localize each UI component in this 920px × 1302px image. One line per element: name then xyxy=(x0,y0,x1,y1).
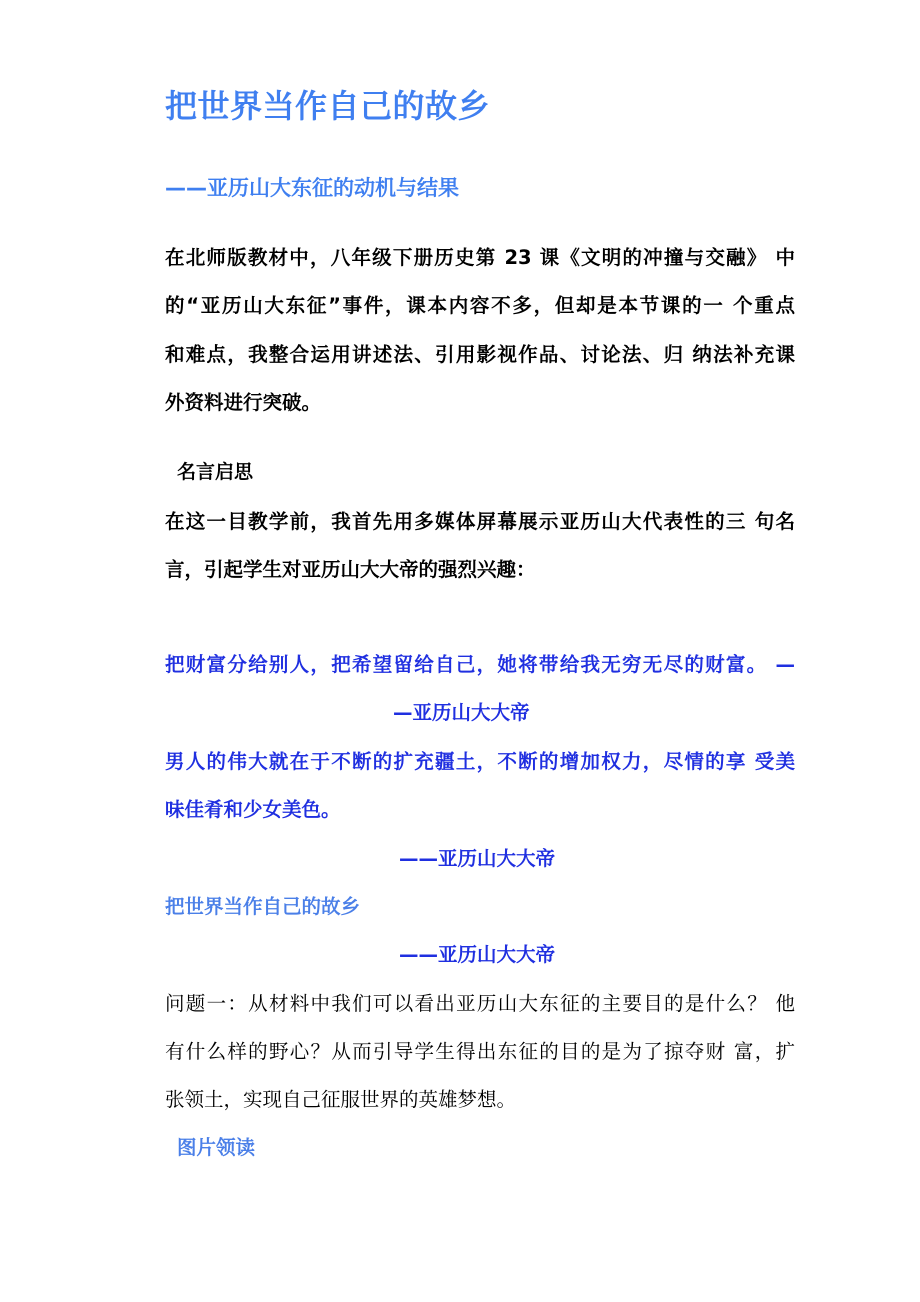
question-line-1: 问题一：从材料中我们可以看出亚历山大东征的主要目的是什么？ 他 xyxy=(165,992,795,1015)
quote1-attribution: —亚历山大大帝 xyxy=(393,701,530,724)
quote1-text: 把财富分给别人，把希望留给自己，她将带给我无穷无尽的财富。 — xyxy=(165,653,795,676)
intro-line-3: 和难点，我整合运用讲述法、引用影视作品、讨论法、归 纳法补充课 xyxy=(165,343,795,366)
question-line-2: 有什么样的野心？从而引导学生得出东征的目的是为了掠夺财 富，扩 xyxy=(165,1040,795,1063)
quote2-text-line-2: 味佳肴和少女美色。 xyxy=(165,798,341,821)
quote2-text-line-1: 男人的伟大就在于不断的扩充疆土，不断的增加权力，尽情的享 受美 xyxy=(165,750,795,773)
document-subtitle: ——亚历山大东征的动机与结果 xyxy=(165,176,459,200)
section-heading-pictures: 图片领读 xyxy=(177,1136,256,1159)
quote3-text: 把世界当作自己的故乡 xyxy=(165,895,361,918)
intro-line-2: 的“亚历山大东征”事件，课本内容不多，但却是本节课的一 个重点 xyxy=(165,294,795,317)
section1-line-1: 在这一目教学前，我首先用多媒体屏幕展示亚历山大代表性的三 句名 xyxy=(165,510,795,533)
intro-line-1: 在北师版教材中，八年级下册历史第 23 课《文明的冲撞与交融》 中 xyxy=(165,246,795,269)
document-title: 把世界当作自己的故乡 xyxy=(165,87,491,125)
intro-line-4: 外资料进行突破。 xyxy=(165,391,322,414)
section1-line-2: 言，引起学生对亚历山大大帝的强烈兴趣： xyxy=(165,558,536,581)
section-heading-quotes: 名言启思 xyxy=(177,461,254,483)
question-line-3: 张领土，实现自己征服世界的英雄梦想。 xyxy=(165,1088,517,1111)
quote2-attribution: ——亚历山大大帝 xyxy=(399,847,556,870)
quote3-attribution: ——亚历山大大帝 xyxy=(399,943,556,966)
